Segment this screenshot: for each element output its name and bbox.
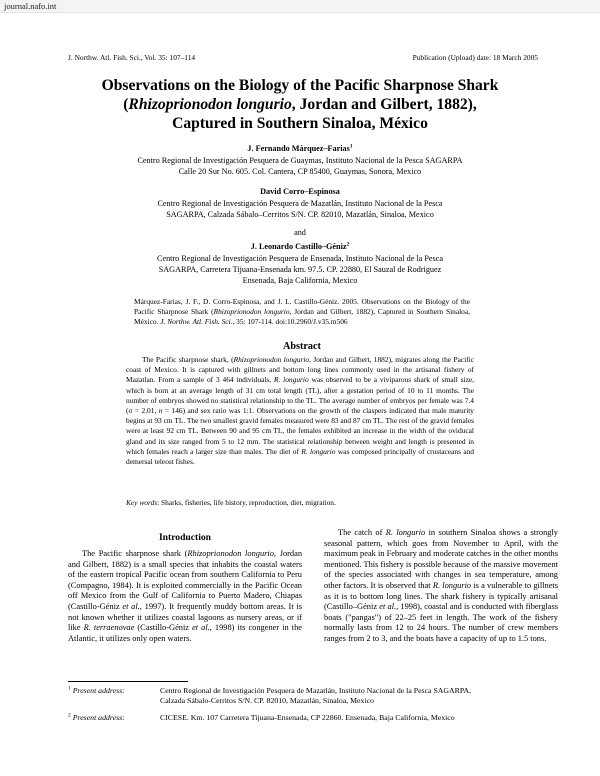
- footnote-line: Centro Regional de Investigación Pesquera de Mazatlán, Instituto Nacional de la Pesca SAGARPA,: [160, 686, 472, 695]
- article-title: [58, 76, 542, 133]
- running-header-left: J. Northw. Atl. Fish. Sci., Vol. 35: 107–114: [68, 53, 196, 62]
- abstract-text: , Jordan and Gilbert, 1882), migrates along the Pacific coast of Mexico. It is captured with gillnets and bottom long lines commonly used in the artisanal fishery of Mazatlan. From a sample of 3 464 individuals,: [126, 355, 474, 385]
- footnote-1: [68, 686, 548, 707]
- author-2-name: David Corro–Espinosa: [260, 187, 340, 196]
- intro-text: , 1997). It frequently muddy bottom areas. It is not known whether it utilizes coastal lagoons as nursery areas, or if like: [68, 601, 303, 633]
- introduction-right-column: [324, 528, 558, 645]
- citation-journal: J. Northw. Atl. Fish. Sci.: [160, 317, 233, 327]
- footnote-line: CICESE. Km. 107 Carretera Tijuana-Ensenada, CP 22860. Ensenada, Baja California, Mexico: [160, 713, 455, 722]
- intro-text: in southern Sinaloa shows a strongly seasonal pattern, which goes from November to April, with the maximum peak in February and moderate catches in the other months mentioned. This fishery is possible because of the massive movement of the species associated with changes in sea temperature, among other factors. It is observed that: [324, 528, 558, 590]
- intro-text: , Jordan and Gilbert, 1882) is a small species that inhabits the coastal waters of the eastern tropical Pacific ocean from southern California to Peru (Compagno, 1984). It is exploited commercially in the Pacific Ocean off Mexico from the Gulf of California to Puerto Madero, Chiapas (Castillo-Géniz: [68, 549, 303, 611]
- keywords-label: Key words: [126, 498, 158, 507]
- footnote-2: [68, 713, 548, 723]
- intro-species: R. terraenovae: [83, 623, 135, 633]
- affiliation-line: Calle 20 Sur No. 605. Col. Cantera, CP 85400, Guaymas, Sonora, Mexico: [178, 167, 422, 177]
- keywords-text: : Sharks, fisheries, life history, reproduction, diet, migration.: [157, 498, 336, 507]
- affiliation-line: SAGARPA, Calzada Sábalo–Cerritos S/N. CP. 82010, Mazatlán, Sinaloa, Mexico: [166, 210, 434, 220]
- abstract-text: = 146) and sex ratio was 1:1. Observations on the growth of the claspers indicated that male maturity begins at 93 cm TL. The two smallest gravid females measured were 83 and 87 cm TL. The rest of the gravid females were at least 92 cm TL. Between 90 and 95 cm TL, the females exhibited an increase in the width of the oviducal gland and its size ranged from 5 to 12 mm. The statistical relationship between weight and length is presented in which females reach a larger size than males. The diet of: [126, 406, 475, 456]
- affiliation-line: Ensenada, Baja California, Mexico: [242, 276, 358, 286]
- abstract-species: R. longurio: [301, 446, 336, 456]
- abstract-text: The Pacific sharpnose shark, (: [142, 355, 234, 364]
- title-line-2: [58, 95, 542, 114]
- introduction-heading: Introduction: [158, 532, 212, 543]
- and-separator: and: [294, 228, 306, 237]
- author-1-marker: 1: [349, 143, 353, 150]
- author-3-name: [80, 242, 520, 252]
- affiliation-line: Centro Regional de Investigación Pesquera de Guaymas, Instituto Nacional de la Pesca SAGARPA: [137, 156, 463, 165]
- running-header-right: Publication (Upload) date: 18 March 2005: [412, 53, 538, 62]
- abstract-species: Rhizoprionodon longurio: [233, 355, 310, 364]
- footnote-2-label: $^2$ Present address:: [68, 712, 125, 722]
- citation-doi: , 35: 107-114. doi:10.2960/J.v35.m506: [232, 317, 348, 327]
- title-species: Rhizoprionodon longurio: [128, 96, 292, 113]
- intro-text: The catch of: [338, 528, 386, 537]
- footnote-1-marker: 1: [68, 685, 71, 692]
- intro-text: The Pacific sharpnose shark (: [82, 549, 188, 558]
- footnote-line: Calzada Sábalo-Cerritos S/N. CP. 82010, Mazatlán, Sinaloa, Mexico: [160, 696, 374, 706]
- intro-text: is a vulnerable to gillnets as it is to bottom long lines. The shark fishery is typically artisanal (Castillo–Géniz: [324, 580, 558, 612]
- citation: [134, 297, 470, 328]
- intro-etal: et al.: [379, 602, 397, 612]
- author-3-name-text: J. Leonardo Castillo–Géniz: [250, 242, 347, 251]
- abstract-text: was observed to be a viviparous shark of small size, which is born at an average length of 31 cm total length (TL), after a gestation period of 10 to 11 months. The number of embryos showed no statistical relationship to the TL. The average number of embryos per female was 7.4 (σ = 2.01,: [126, 375, 474, 416]
- abstract-n-symbol: n: [158, 406, 163, 416]
- title-line-3: Captured in Southern Sinaloa, México: [172, 115, 428, 132]
- intro-species: Rhizoprionodon longurio: [187, 549, 274, 558]
- intro-text: (Castillo-Géniz: [134, 623, 193, 633]
- abstract-body: [126, 355, 474, 467]
- author-3-marker: 2: [346, 241, 350, 248]
- intro-species: R. longurio: [432, 580, 472, 590]
- footnote-1-text: [160, 686, 548, 707]
- abstract-species: R. longurio: [273, 375, 309, 385]
- intro-text: , 1998), coastal and is conducted with fiberglass boats ("pangas") of 22–25 feet in length. The work of the fishery normally lasts from 12 to 24 hours. The number of crew members ranges from 2 to 3, and the boats have a capacity of up to 1.5 tons.: [324, 602, 559, 643]
- site-header-url: journal.nafo.int: [4, 1, 57, 11]
- author-1-name: [80, 144, 520, 154]
- author-1-name-text: J. Fernando Márquez–Farias: [247, 144, 350, 153]
- title-paren: (: [123, 96, 129, 113]
- citation-species: Rhizoprionodon longurio: [213, 307, 290, 317]
- author-3-affiliation: [80, 253, 520, 287]
- title-line-2-rest: , Jordan and Gilbert, 1882),: [291, 96, 477, 113]
- affiliation-line: SAGARPA, Carretera Tijuana-Ensenada km. 97.5. CP. 22880, El Sauzal de Rodriguez: [158, 265, 442, 275]
- footnote-2-text: [160, 713, 548, 723]
- author-1-affiliation: [80, 155, 520, 177]
- introduction-left-column: [68, 549, 302, 644]
- affiliation-line: Centro Regional de Investigación Pesquera de Mazatlán, Instituto Nacional de la Pesca: [157, 199, 443, 208]
- keywords: [126, 498, 474, 508]
- footnote-1-label-text: Present address: [72, 686, 123, 695]
- intro-etal: et al.: [122, 601, 140, 611]
- abstract-text: was composed principally of crustaceans and demersal teleost fishes.: [126, 446, 474, 467]
- footnote-rule: [68, 681, 188, 682]
- affiliation-line: Centro Regional de Investigación Pesquera de Ensenada, Instituto Nacional de la Pesca: [156, 254, 444, 263]
- site-header-bar: [0, 0, 600, 13]
- footnote-2-label-text: Present address: [72, 713, 123, 722]
- footnote-1-label: $^1$ Present address:: [68, 685, 125, 695]
- intro-text: , 1998) its congener in the Atlantic, it utilizes only open waters.: [68, 623, 302, 643]
- intro-species: R. longurio: [385, 528, 426, 537]
- citation-text: Márquez-Farias, J. F., D. Corro-Espinosa, and J. L. Castillo-Géniz. 2005. Observations on the Biology of the Pacific Sharpnose Shark (: [134, 297, 470, 317]
- author-2-affiliation: [80, 198, 520, 220]
- intro-etal: et al.: [192, 623, 210, 633]
- footnote-2-marker: 2: [68, 712, 71, 719]
- abstract-heading: Abstract: [283, 341, 321, 352]
- citation-text: , Jordan and Gilbert, 1882), Captured in Southern Sinaloa, México.: [134, 307, 470, 327]
- title-line-1: Observations on the Biology of the Pacific Sharpnose Shark: [101, 77, 499, 94]
